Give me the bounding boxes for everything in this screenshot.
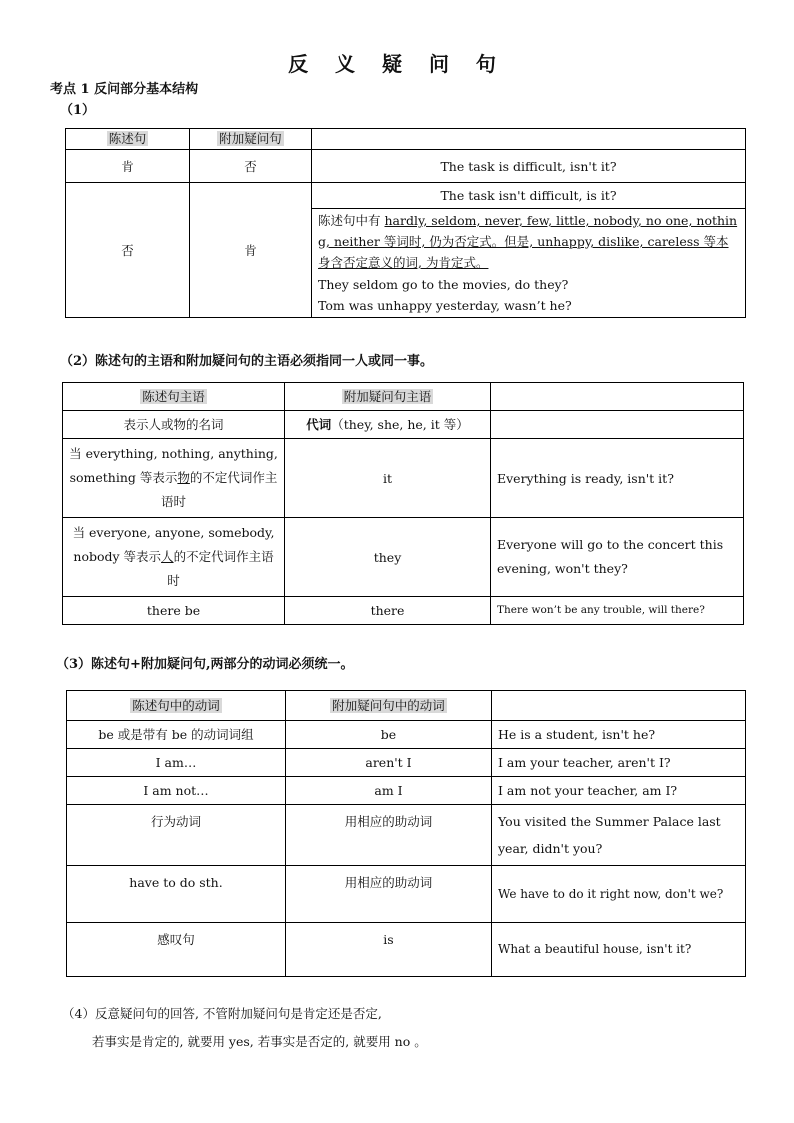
cell: 感叹句: [67, 923, 286, 977]
section2-heading: （2）陈述句的主语和附加疑问句的主语必须指同一人或同一事。: [60, 354, 434, 369]
cell-example: The task isn't difficult, is it?: [312, 183, 745, 209]
cell: there be: [63, 597, 285, 625]
cell: You visited the Summer Palace last year, didn't you?: [492, 805, 746, 866]
cell: Everyone will go to the concert this evening, won't they?: [491, 518, 744, 597]
cell: they: [285, 518, 491, 597]
cell: We have to do it right now, don't we?: [492, 866, 746, 923]
table-row: [63, 518, 744, 597]
cell: 当 everything, nothing, anything, something 等表示物的不定代词作主语时: [63, 439, 285, 518]
cell: is: [286, 923, 492, 977]
cell: am I: [286, 777, 492, 805]
cell-example: Tom was unhappy yesterday, wasn’t he?: [318, 298, 572, 313]
header-statement-subject: 陈述句主语: [142, 389, 205, 404]
table-row: [63, 439, 744, 518]
cell: I am not your teacher, am I?: [492, 777, 746, 805]
header-statement: 陈述句: [108, 131, 147, 146]
header-statement-verb: 陈述句中的动词: [132, 698, 220, 713]
table-row: [63, 411, 744, 439]
cell: Everything is ready, isn't it?: [491, 439, 744, 518]
cell: have to do sth.: [67, 866, 286, 923]
cell: be 或是带有 be 的动词词组: [67, 721, 286, 749]
cell: 表示人或物的名词: [63, 411, 285, 439]
table-verb: [66, 690, 746, 977]
cell: He is a student, isn't he?: [492, 721, 746, 749]
table-row: [66, 150, 746, 183]
cell: 肯: [190, 183, 312, 318]
cell: be: [286, 721, 492, 749]
table-row: [67, 721, 746, 749]
header-tag-subject: 附加疑问句主语: [343, 389, 432, 404]
cell: I am your teacher, aren't I?: [492, 749, 746, 777]
table-row: [67, 691, 746, 721]
section1-heading: 考点 1 反问部分基本结构: [50, 82, 199, 97]
table-row: [66, 129, 746, 150]
cell: 代词（they, she, he, it 等）: [285, 411, 491, 439]
table-row: [67, 866, 746, 923]
cell: 否: [190, 150, 312, 183]
cell-example: They seldom go to the movies, do they?: [318, 277, 569, 292]
cell: 否: [66, 183, 190, 318]
table-row: [67, 777, 746, 805]
cell: I am not…: [67, 777, 286, 805]
table-row: [63, 383, 744, 411]
table-row: [67, 749, 746, 777]
cell: The task is difficult, isn't it?: [312, 150, 746, 183]
cell: it: [285, 439, 491, 518]
table-row: [63, 597, 744, 625]
cell: 用相应的助动词: [286, 805, 492, 866]
table-row: [67, 805, 746, 866]
cell: What a beautiful house, isn't it?: [492, 923, 746, 977]
cell: 当 everyone, anyone, somebody, nobody 等表示人的不定代词作主语时: [63, 518, 285, 597]
cell: There won’t be any trouble, will there?: [491, 597, 744, 625]
section3-heading: （3）陈述句+附加疑问句,两部分的动词必须统一。: [56, 657, 354, 672]
cell: 肯: [66, 150, 190, 183]
page-title: 反 义 疑 问 句: [288, 52, 506, 76]
cell: 行为动词: [67, 805, 286, 866]
section4-line1: （4）反意疑问句的回答, 不管附加疑问句是肯定还是否定,: [62, 1006, 382, 1021]
table-subject: [62, 382, 744, 625]
section4-line2: 若事实是肯定的, 就要用 yes, 若事实是否定的, 就要用 no 。: [92, 1034, 427, 1049]
table-structure: [65, 128, 746, 318]
cell: there: [285, 597, 491, 625]
cell: aren't I: [286, 749, 492, 777]
table-row: [66, 183, 746, 318]
cell: I am…: [67, 749, 286, 777]
header-tag-verb: 附加疑问句中的动词: [332, 698, 445, 713]
cell-rule: 陈述句中有 hardly, seldom, never, few, little, nobody, no one, nothing, neither 等词时, 仍为否定式。但是, unhappy, dislike, careless 等本身含否定意义的词, 为肯定式。: [318, 213, 738, 270]
header-tag-question: 附加疑问句: [219, 131, 282, 146]
table-row: [67, 923, 746, 977]
cell: 用相应的助动词: [286, 866, 492, 923]
section1-sub: （1）: [60, 103, 96, 118]
